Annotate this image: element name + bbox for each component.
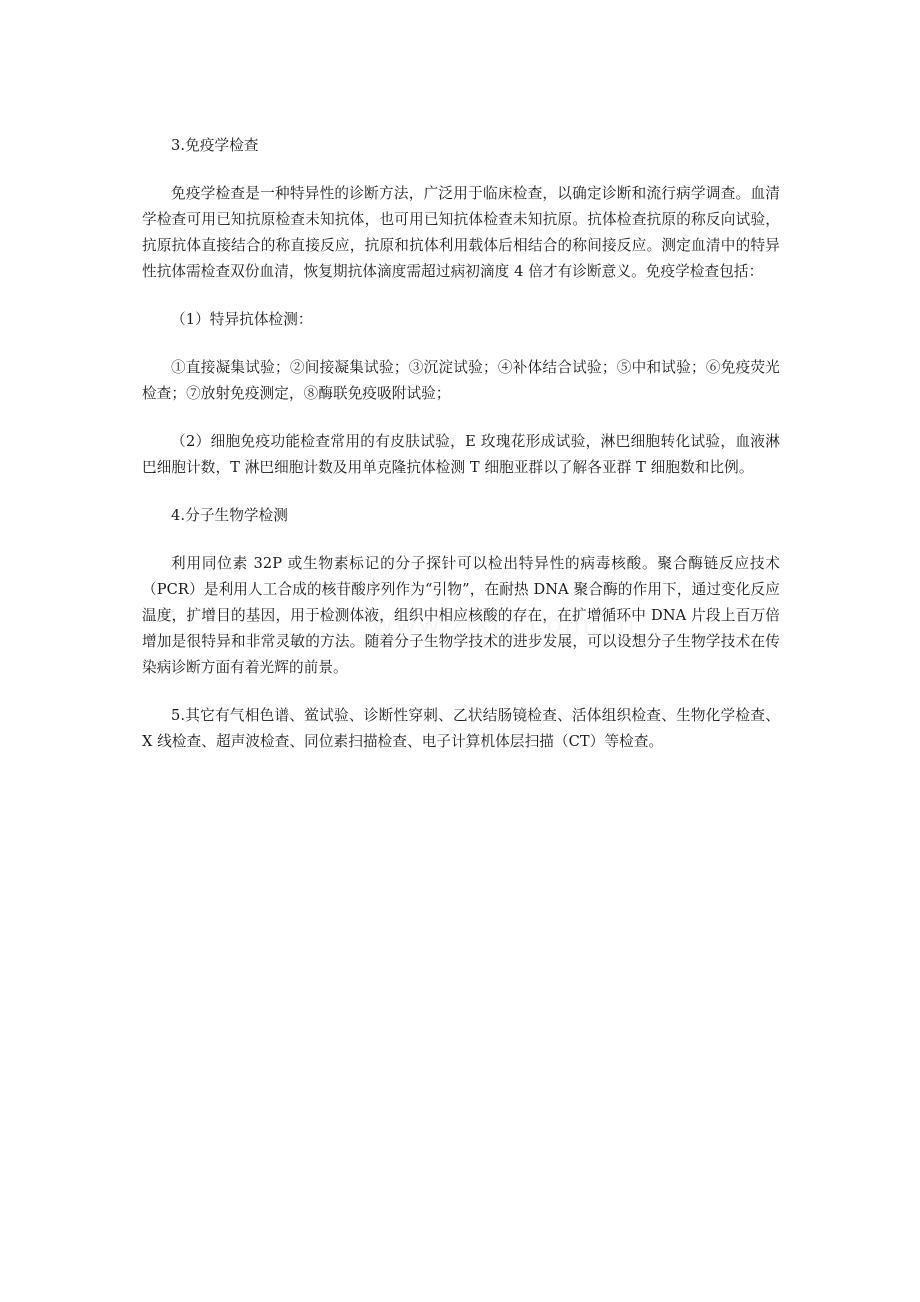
document-body xyxy=(142,133,780,777)
paragraph-molecular-biology: 利用同位素 32P 或生物素标记的分子探针可以检出特异性的病毒核酸。聚合酶链反应技术（PCR）是利用人工合成的核苷酸序列作为“引物”，在耐热 DNA 聚合酶的作用下，通过变化反应温度，扩增目的基因，用于检测体液，组织中相应核酸的存在，在扩增循环中 DNA 片段上百万倍增加是很特异和非常灵敏的方法。随着分子生物学技术的进步发展，可以设想分子生物学技术在传染病诊断方面有着光辉的前景。 xyxy=(142,555,780,676)
paragraph-specific-antibody-title: （1）特异抗体检测： xyxy=(171,311,313,328)
section-heading-immunology: 3.免疫学检查 xyxy=(171,137,259,154)
paragraph-immunology-intro: 免疫学检查是一种特异性的诊断方法，广泛用于临床检查，以确定诊断和流行病学调查。血清学检查可用已知抗原检查未知抗体，也可用已知抗体检查未知抗原。抗体检查抗原的称反向试验，抗原抗体直接结合的称直接反应，抗原和抗体利用载体后相结合的称间接反应。测定血清中的特异性抗体需检查双份血清，恢复期抗体滴度需超过病初滴度 4 倍才有诊断意义。免疫学检查包括： xyxy=(142,185,780,280)
paragraph-cellular-immunity: （2）细胞免疫功能检查常用的有皮肤试验，E 玫瑰花形成试验，淋巴细胞转化试验，血液淋巴细胞计数，T 淋巴细胞计数及用单克隆抗体检测 T 细胞亚群以了解各亚群 T 细胞数和比例。 xyxy=(142,433,780,476)
paragraph-other-tests: 5.其它有气相色谱、鲎试验、诊断性穿刺、乙状结肠镜检查、活体组织检查、生物化学检查、X 线检查、超声波检查、同位素扫描检查、电子计算机体层扫描（CT）等检查。 xyxy=(142,707,780,750)
paragraph-specific-antibody-list: ①直接凝集试验；②间接凝集试验；③沉淀试验；④补体结合试验；⑤中和试验；⑥免疫荧光检查；⑦放射免疫测定，⑧酶联免疫吸附试验； xyxy=(142,359,780,402)
section-heading-molecular-biology: 4.分子生物学检测 xyxy=(171,507,288,524)
